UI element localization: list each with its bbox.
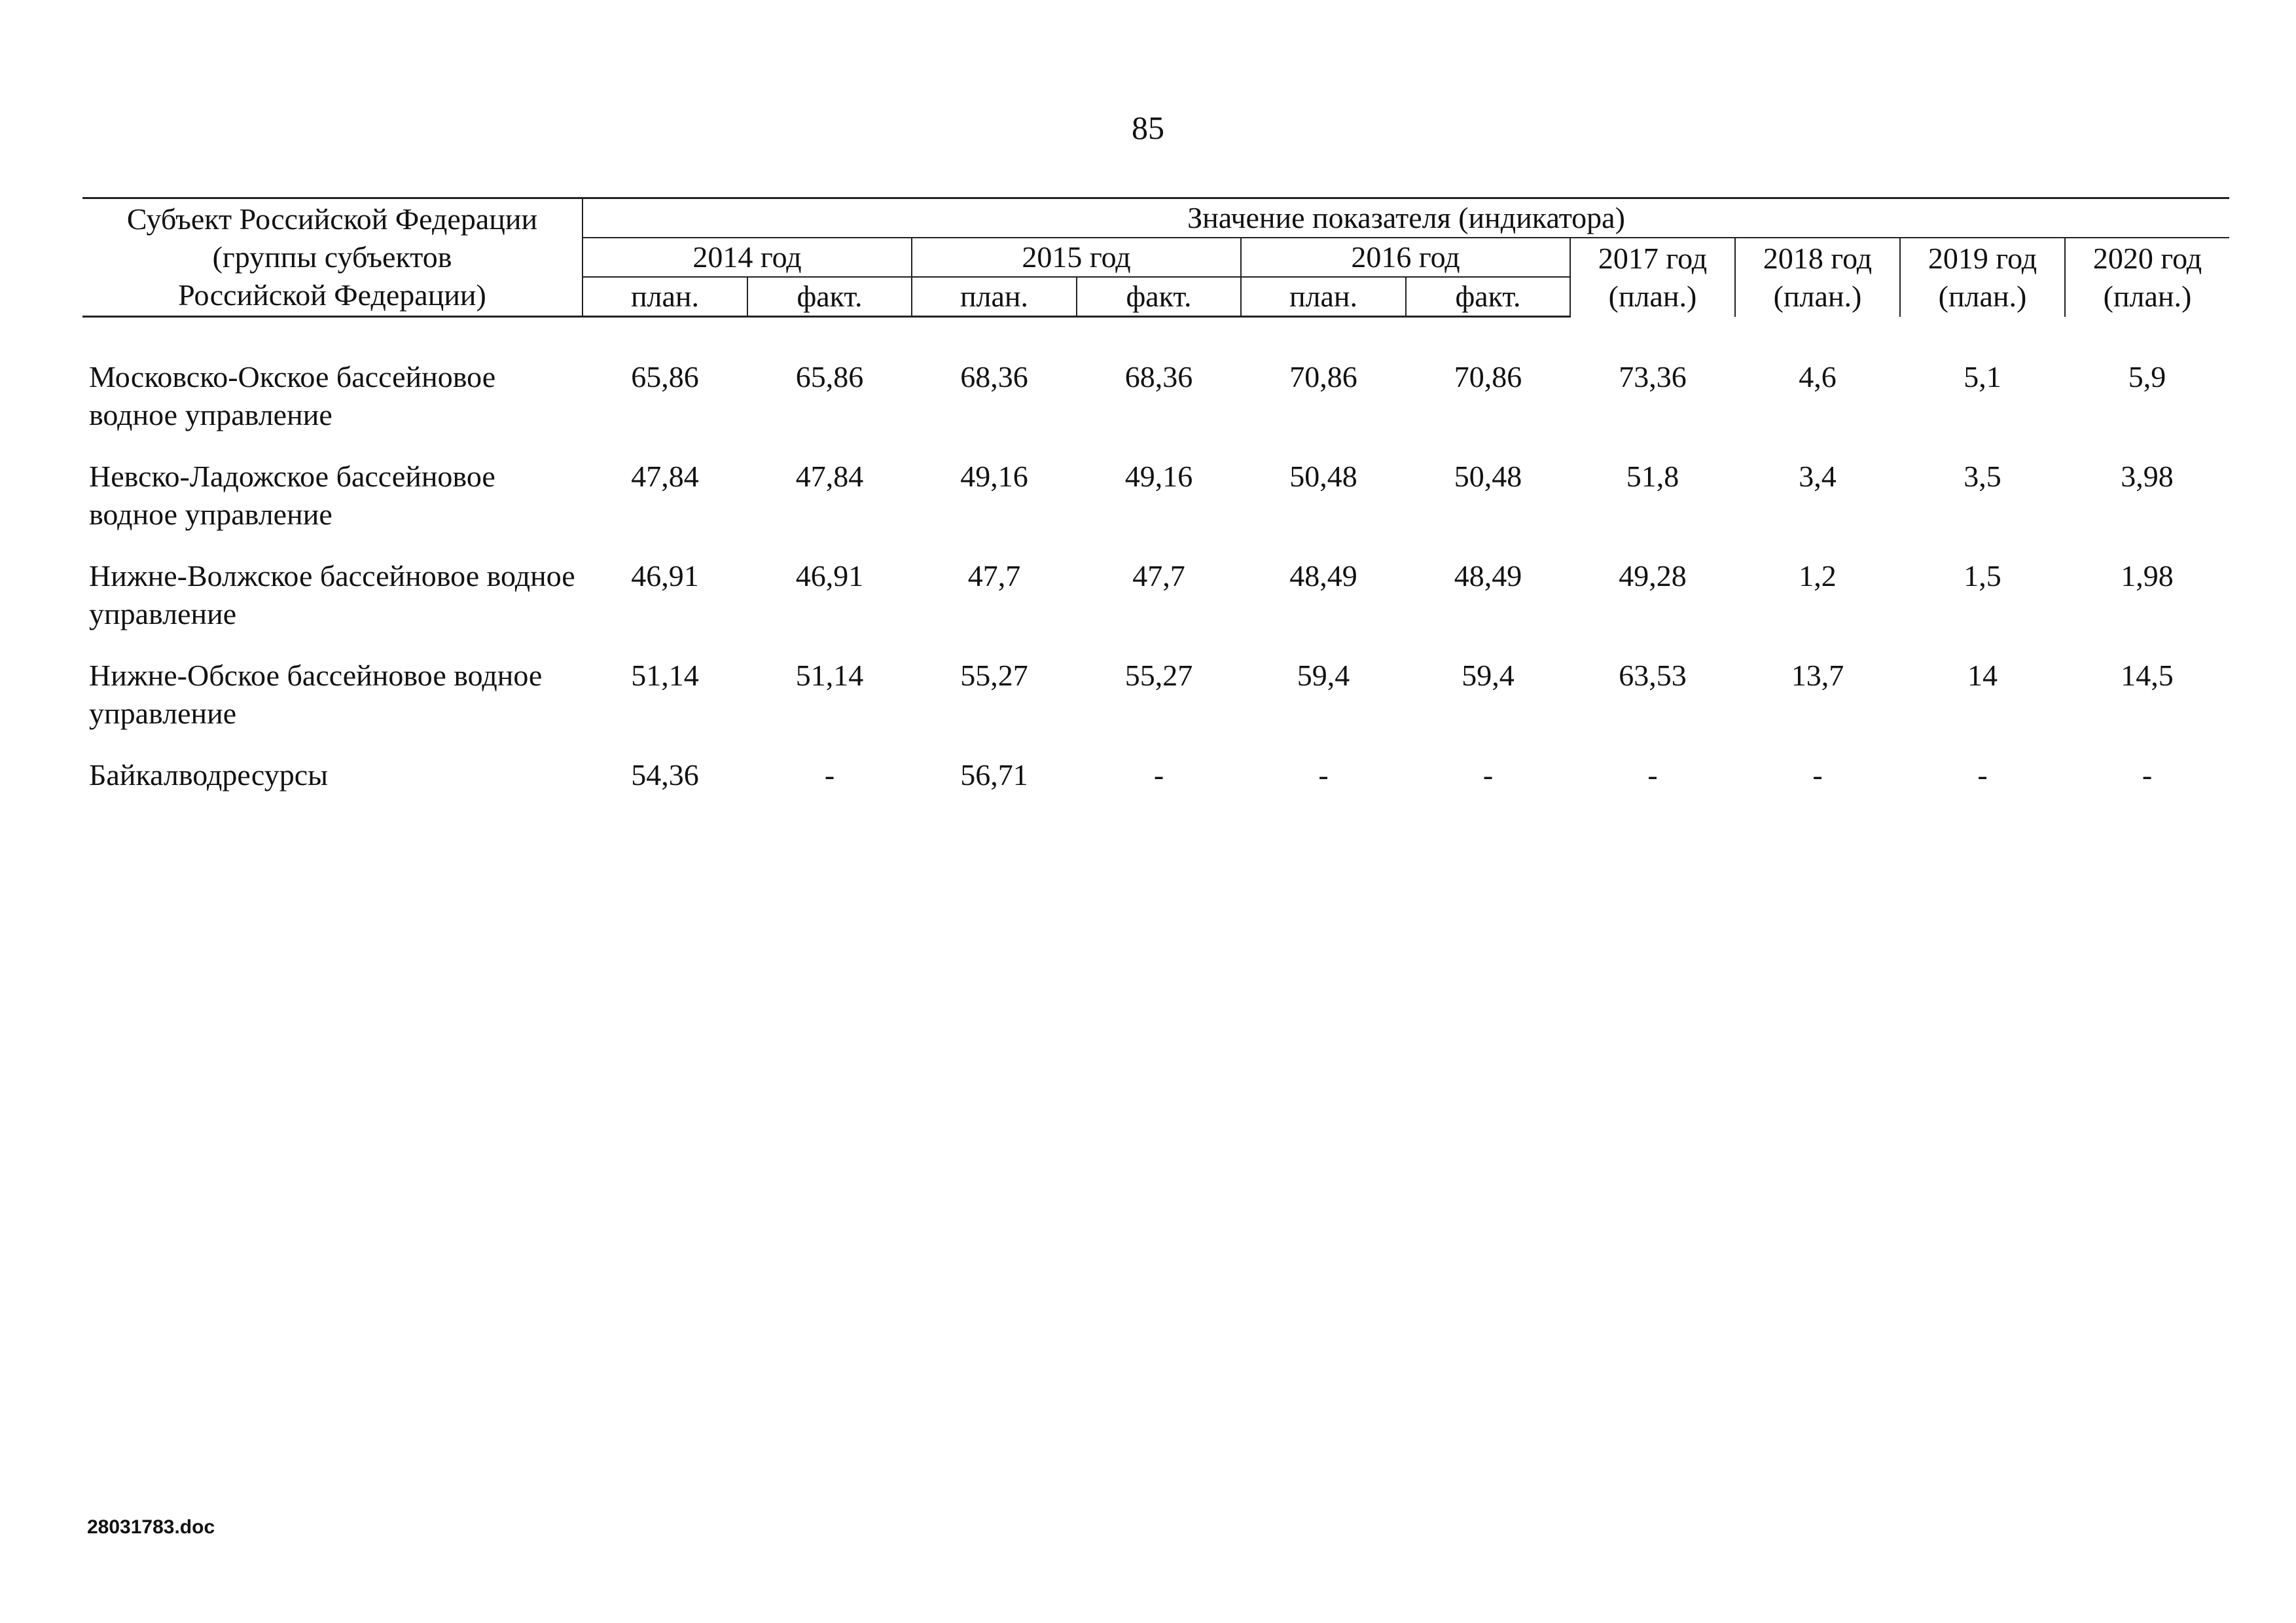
value-cell: 59,4 (1462, 659, 1515, 692)
value-cell: 55,27 (960, 659, 1028, 692)
region-name-cell: Московско-Окское бассейновое водное управление (89, 360, 496, 431)
fact-subheader: факт. (1077, 277, 1241, 317)
table-row (82, 346, 2229, 446)
value-cell: 46,91 (631, 559, 699, 593)
plan-year-label: 2018 год (1763, 241, 1873, 275)
plan-year-note: (план.) (1938, 279, 2027, 313)
plan-year-note: (план.) (1773, 279, 1862, 313)
value-cell: 14,5 (2121, 659, 2174, 692)
value-cell: 47,7 (1132, 559, 1185, 593)
plan-year-label: 2020 год (2092, 241, 2202, 275)
value-cell: 3,98 (2121, 460, 2174, 493)
value-cell: 55,27 (1124, 659, 1193, 692)
document-filename: 28031783.doc (87, 1516, 215, 1538)
value-cell: - (1318, 758, 1329, 792)
plan-subheader: план. (583, 277, 747, 317)
value-cell: 49,16 (960, 460, 1028, 493)
value-cell: 51,8 (1626, 460, 1679, 493)
value-cell: 51,14 (631, 659, 699, 692)
value-cell: 47,84 (795, 460, 864, 493)
value-cell: 68,36 (960, 360, 1028, 393)
table-row (82, 744, 2229, 806)
table-row (82, 446, 2229, 545)
value-cell: 73,36 (1619, 360, 1687, 393)
value-cell: 48,49 (1289, 559, 1357, 593)
value-cell: - (1812, 758, 1823, 792)
value-cell: 46,91 (795, 559, 864, 593)
value-cell: 1,2 (1799, 559, 1837, 593)
value-cell: 48,49 (1454, 559, 1522, 593)
value-cell: 1,5 (1964, 559, 2001, 593)
value-cell: 3,4 (1799, 460, 1837, 493)
indicator-value-header: Значение показателя (индикатора) (583, 198, 2229, 238)
region-name-cell: Байкалводресурсы (89, 758, 329, 792)
table-spacer-row (82, 317, 2229, 347)
value-cell: - (824, 758, 835, 792)
subject-column-header (82, 198, 583, 317)
plan-year-label: 2019 год (1928, 241, 2037, 275)
value-cell: 1,98 (2121, 559, 2174, 593)
value-cell: 54,36 (631, 758, 699, 792)
region-name-cell: Нижне-Волжское бассейновое водное управление (89, 559, 575, 630)
plan-subheader: план. (912, 277, 1077, 317)
subject-header-line: Субъект Российской Федерации (126, 202, 538, 236)
value-cell: 68,36 (1124, 360, 1193, 393)
page-number: 85 (1132, 109, 1164, 146)
table-row (82, 545, 2229, 645)
value-cell: 13,7 (1791, 659, 1844, 692)
value-cell: 4,6 (1799, 360, 1837, 393)
region-name-cell: Нижне-Обское бассейновое водное управление (89, 659, 543, 730)
value-cell: - (2142, 758, 2153, 792)
indicator-table (82, 197, 2229, 806)
value-cell: - (1647, 758, 1658, 792)
value-cell: 51,14 (795, 659, 864, 692)
value-cell: 50,48 (1289, 460, 1357, 493)
year-2017-header (1570, 238, 1735, 317)
plan-year-note: (план.) (1608, 279, 1697, 313)
value-cell: 5,1 (1964, 360, 2001, 393)
subject-header-line: (группы субъектов (212, 240, 452, 274)
value-cell: 70,86 (1289, 360, 1357, 393)
value-cell: 59,4 (1297, 659, 1350, 692)
value-cell: 14 (1967, 659, 1998, 692)
subject-header-line: Российской Федерации) (178, 278, 486, 312)
value-cell: 3,5 (1964, 460, 2001, 493)
year-2015-header: 2015 год (912, 238, 1241, 277)
value-cell: 47,84 (631, 460, 699, 493)
value-cell: 47,7 (967, 559, 1021, 593)
value-cell: 49,16 (1124, 460, 1193, 493)
value-cell: 5,9 (2128, 360, 2166, 393)
year-2014-header: 2014 год (583, 238, 912, 277)
value-cell: 63,53 (1619, 659, 1687, 692)
plan-year-note: (план.) (2103, 279, 2192, 313)
fact-subheader: факт. (1406, 277, 1570, 317)
value-cell: 70,86 (1454, 360, 1522, 393)
value-cell: 65,86 (795, 360, 864, 393)
year-2019-header (1900, 238, 2065, 317)
year-2018-header (1735, 238, 1900, 317)
fact-subheader: факт. (747, 277, 912, 317)
plan-subheader: план. (1241, 277, 1406, 317)
year-2020-header (2065, 238, 2229, 317)
value-cell: - (1153, 758, 1164, 792)
value-cell: - (1482, 758, 1494, 792)
value-cell: 49,28 (1619, 559, 1687, 593)
region-name-cell: Невско-Ладожское бассейновое водное управление (89, 460, 495, 531)
table-row (82, 645, 2229, 744)
value-cell: 50,48 (1454, 460, 1522, 493)
plan-year-label: 2017 год (1598, 241, 1708, 275)
value-cell: 56,71 (960, 758, 1028, 792)
value-cell: 65,86 (631, 360, 699, 393)
value-cell: - (1977, 758, 1988, 792)
year-2016-header: 2016 год (1241, 238, 1570, 277)
